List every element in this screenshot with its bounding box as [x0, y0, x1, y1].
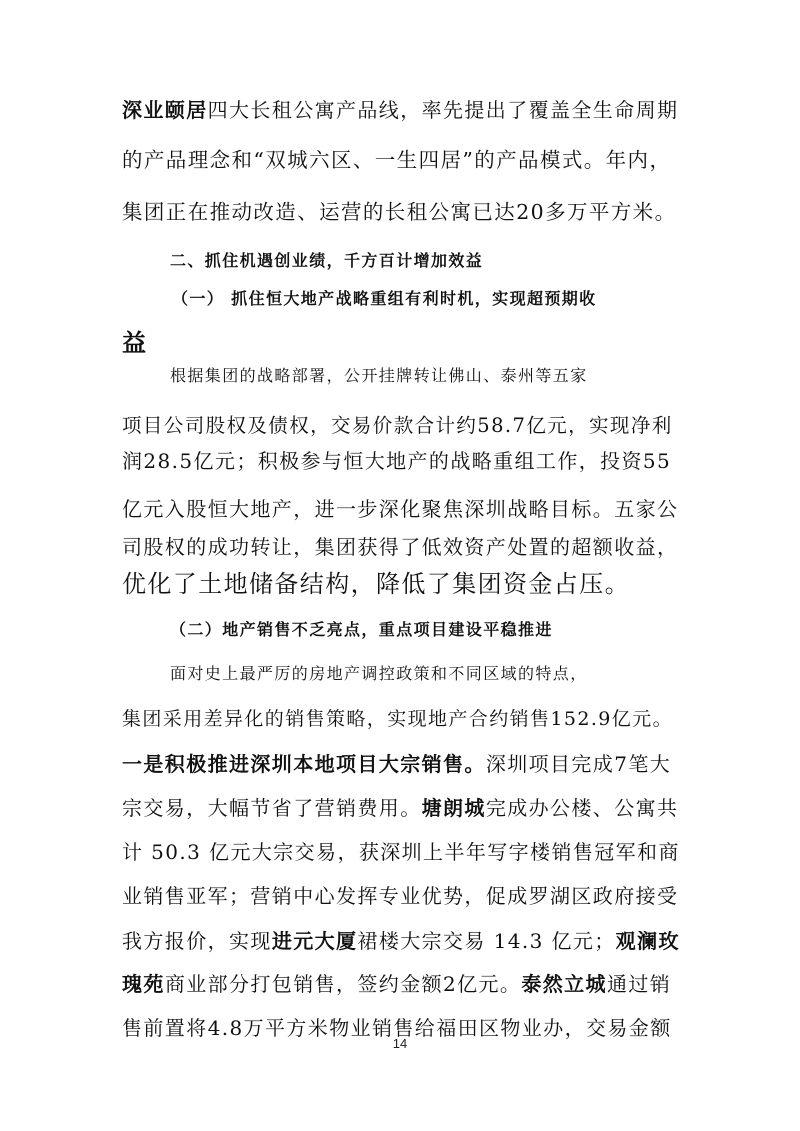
text-line	[122, 446, 682, 476]
body-text: 根据集团的战略部署，公开挂牌转让佛山、泰州等五家	[170, 366, 588, 385]
body-text: 集团采用差异化的销售策略，实现地产合约销售152.9亿元。	[122, 708, 673, 730]
body-text: 司股权的成功转让，集团获得了低效资产处置的超额收益，	[122, 535, 679, 559]
body-text: 商业部分打包销售，签约金额2亿元。	[164, 972, 522, 996]
text-line	[172, 284, 732, 314]
bold-text: 瑰苑	[122, 972, 165, 996]
body-text: 宗交易，大幅节省了营销费用。	[122, 796, 422, 820]
bold-text: 进元大厦	[271, 929, 358, 953]
body-text: 的产品理念和“双城六区、一生四居”的产品模式。年内，	[122, 148, 672, 172]
body-text: 售前置将4.8万平方米物业销售给福田区物业办，交易金额	[122, 1016, 672, 1040]
text-line	[122, 969, 682, 999]
page-number: 14	[392, 1036, 408, 1051]
text-line	[122, 145, 682, 175]
text-line	[122, 197, 682, 227]
text-line	[122, 749, 682, 779]
body-text: 集团正在推动改造、运营的长租公寓已达20多万平方米。	[122, 200, 677, 224]
body-text: 通过销	[606, 972, 672, 996]
bold-text: 二、抓住机遇创业绩，千方百计增加效益	[170, 251, 484, 270]
body-text: 我方报价，实现	[122, 929, 272, 953]
text-line	[122, 926, 682, 956]
text-line	[122, 494, 682, 524]
text-line	[122, 411, 682, 441]
text-line	[122, 95, 682, 125]
bold-text: 益	[122, 329, 148, 357]
bold-text: 塘朗城	[421, 796, 486, 820]
body-text: 四大长租公寓产品线，率先提出了覆盖全生命周期	[207, 98, 679, 122]
text-line	[122, 569, 682, 599]
text-line	[122, 328, 682, 358]
text-line	[170, 659, 730, 689]
body-text: 计 50.3 亿元大宗交易，获深圳上半年写字楼销售冠军和商	[122, 840, 680, 864]
text-line	[122, 532, 682, 562]
bold-text: 一是积极推进深圳本地项目大宗销售。	[122, 752, 486, 776]
text-line	[170, 361, 730, 391]
text-line	[122, 793, 682, 823]
text-line	[122, 704, 682, 734]
body-text: 项目公司股权及债权，交易价款合计约58.7亿元，实现净利	[122, 414, 673, 437]
bold-text: 深业颐居	[122, 98, 208, 122]
text-line	[170, 615, 730, 645]
bold-text: 泰然立城	[521, 972, 607, 996]
body-text: 裙楼大宗交易 14.3 亿元；	[357, 929, 616, 953]
body-text: 完成办公楼、公寓共	[485, 796, 679, 820]
body-text: 优化了土地储备结构，降低了集团资金占压。	[122, 570, 630, 598]
body-text: 深圳项目完成7笔大	[485, 752, 672, 776]
bold-text: 观澜玫	[615, 929, 680, 953]
bold-text: （二）地产销售不乏亮点，重点项目建设平稳推进	[170, 620, 553, 639]
text-line	[122, 837, 682, 867]
body-text: 业销售亚军；营销中心发挥专业优势，促成罗湖区政府接受	[122, 884, 679, 908]
text-line	[170, 246, 730, 276]
body-text: 亿元入股恒大地产，进一步深化聚焦深圳战略目标。五家公	[122, 497, 679, 521]
body-text: 面对史上最严厉的房地产调控政策和不同区域的特点，	[170, 664, 588, 683]
body-text: 润28.5亿元；积极参与恒大地产的战略重组工作，投资55	[122, 449, 672, 473]
text-line	[122, 881, 682, 911]
bold-text: （一） 抓住恒大地产战略重组有利时机，实现超预期收	[172, 289, 597, 308]
